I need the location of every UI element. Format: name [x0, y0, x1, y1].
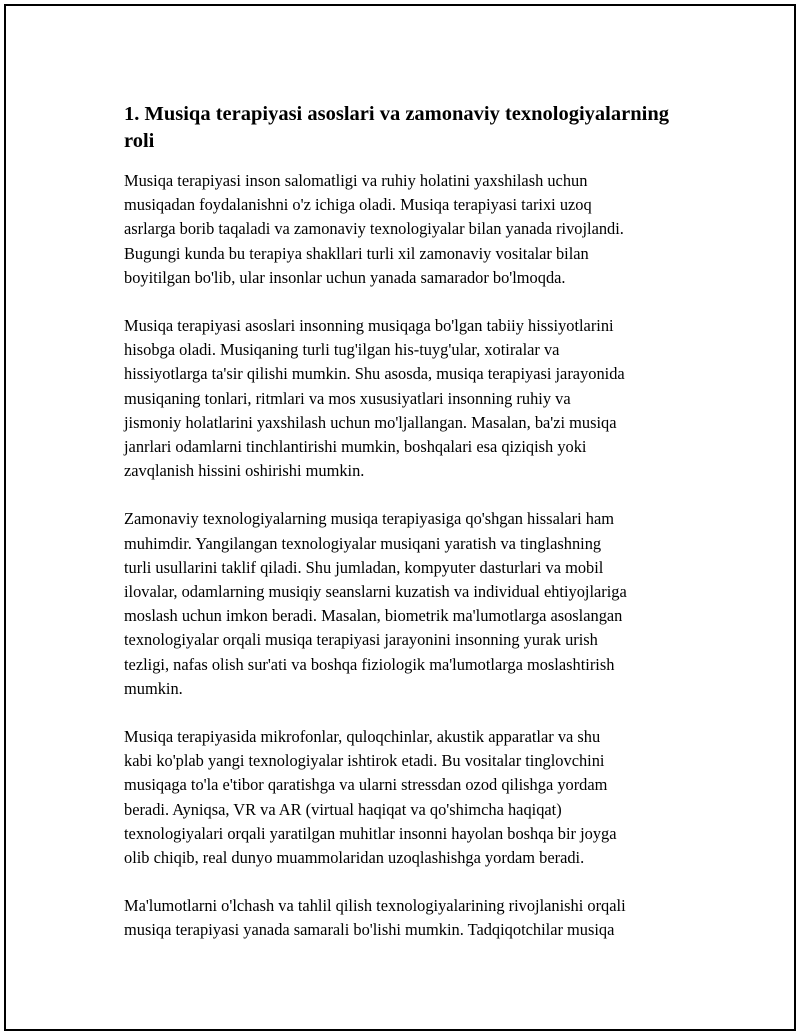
- text-line: ilovalar, odamlarning musiqiy seanslarni kuzatish va individual ehtiyojlariga: [124, 582, 627, 602]
- text-line: musiqa terapiyasi yanada samarali bo'lishi mumkin. Tadqiqotchilar musiqa: [124, 920, 615, 940]
- text-line: musiqaning tonlari, ritmlari va mos xususiyatlari insonning ruhiy va: [124, 388, 571, 408]
- text-line: moslash uchun imkon beradi. Masalan, biometrik ma'lumotlarga asoslangan: [124, 606, 623, 626]
- text-line: turli usullarini taklif qiladi. Shu jumladan, kompyuter dasturlari va mobil: [124, 557, 604, 577]
- text-line: texnologiyalar orqali musiqa terapiyasi jarayonini insonning yurak urish: [124, 630, 598, 650]
- text-line: janrlari odamlarni tinchlantirishi mumkin, boshqalari esa qiziqish yoki: [124, 437, 587, 457]
- text-line: Bugungi kunda bu terapiya shakllari turli xil zamonaviy vositalar bilan: [124, 243, 589, 263]
- text-line: mumkin.: [124, 678, 183, 698]
- text-line: olib chiqib, real dunyo muammolaridan uzoqlashishga yordam beradi.: [124, 848, 585, 868]
- text-line: Musiqa terapiyasi inson salomatligi va ruhiy holatini yaxshilash uchun: [124, 171, 588, 190]
- paragraph-2: [124, 314, 696, 483]
- section-heading: [124, 101, 696, 155]
- document-body: [124, 101, 696, 967]
- text-line: kabi ko'plab yangi texnologiyalar ishtirok etadi. Bu vositalar tinglovchini: [124, 751, 605, 771]
- text-line: zavqlanish hissini oshirishi mumkin.: [124, 461, 365, 481]
- text-line: Musiqa terapiyasida mikrofonlar, quloqchinlar, akustik apparatlar va shu: [124, 727, 601, 747]
- text-line: boyitilgan bo'lib, ular insonlar uchun yanada samarador bo'lmoqda.: [124, 267, 566, 287]
- paragraph-5: [124, 894, 696, 942]
- text-line: muhimdir. Yangilangan texnologiyalar musiqani yaratish va tinglashning: [124, 533, 602, 553]
- text-line: hissiyotlarga ta'sir qilishi mumkin. Shu asosda, musiqa terapiyasi jarayonida: [124, 364, 625, 384]
- heading-line: 1. Musiqa terapiyasi asoslari va zamonaviy texnologiyalarning: [124, 103, 669, 125]
- paragraph-4: [124, 725, 696, 870]
- text-line: jismoniy holatlarini yaxshilash uchun mo'ljallangan. Masalan, ba'zi musiqa: [124, 412, 617, 432]
- heading-line: roli: [124, 130, 155, 152]
- text-line: beradi. Ayniqsa, VR va AR (virtual haqiqat va qo'shimcha haqiqat): [124, 799, 562, 819]
- text-line: Zamonaviy texnologiyalarning musiqa terapiyasiga qo'shgan hissalari ham: [124, 509, 614, 529]
- paragraph-3: [124, 507, 696, 701]
- paragraph-1: [124, 169, 696, 290]
- text-line: tezligi, nafas olish sur'ati va boshqa fiziologik ma'lumotlarga moslashtirish: [124, 654, 615, 674]
- text-line: musiqaga to'la e'tibor qaratishga va ularni stressdan ozod qilishga yordam: [124, 775, 608, 795]
- page-frame: [4, 4, 796, 1031]
- text-line: texnologiyalari orqali yaratilgan muhitlar insonni hayolan boshqa bir joyga: [124, 823, 617, 843]
- text-line: asrlarga borib taqaladi va zamonaviy texnologiyalar bilan yanada rivojlandi.: [124, 219, 624, 239]
- text-line: hisobga oladi. Musiqaning turli tug'ilgan his-tuyg'ular, xotiralar va: [124, 340, 560, 360]
- text-line: Ma'lumotlarni o'lchash va tahlil qilish texnologiyalarining rivojlanishi orqali: [124, 896, 626, 916]
- text-line: Musiqa terapiyasi asoslari insonning musiqaga bo'lgan tabiiy hissiyotlarini: [124, 316, 614, 336]
- text-line: musiqadan foydalanishni o'z ichiga oladi. Musiqa terapiyasi tarixi uzoq: [124, 195, 592, 215]
